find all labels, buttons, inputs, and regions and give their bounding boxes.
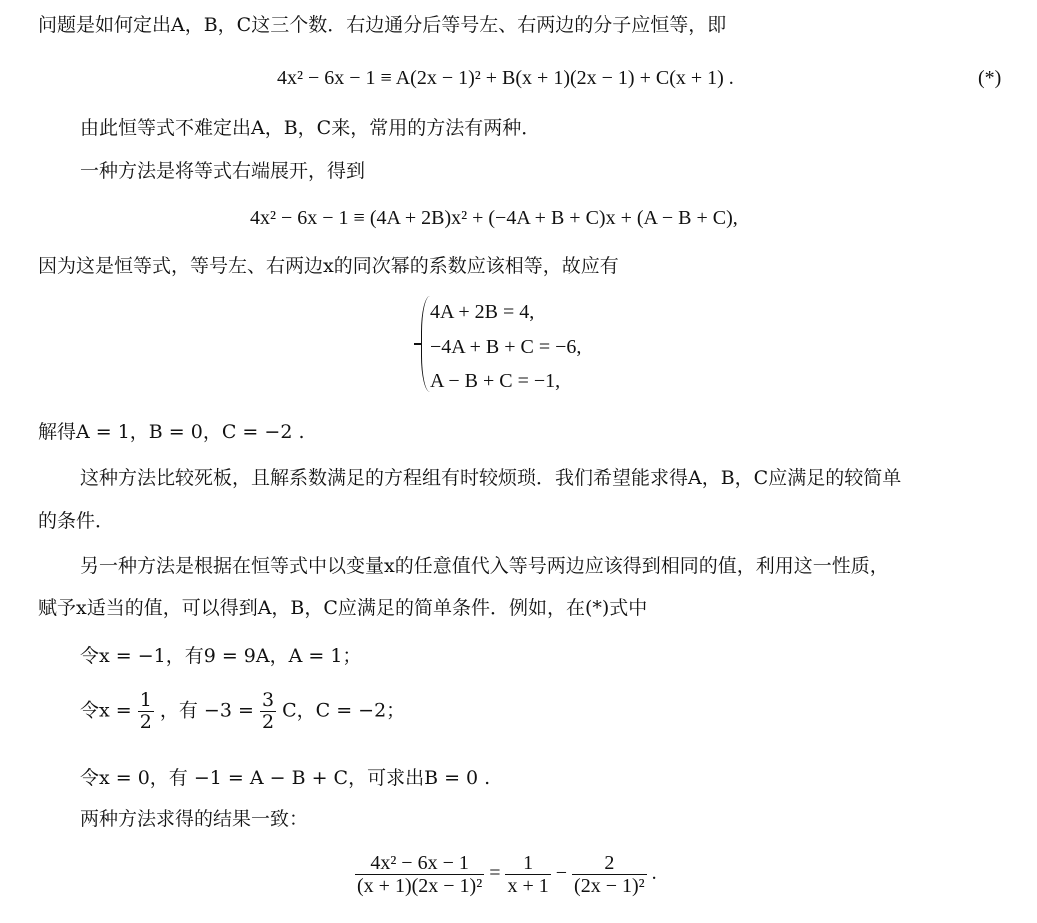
paragraph-line: 另一种方法是根据在恒等式中以变量x的任意值代入等号两边应该得到相同的值，利用这一性质， bbox=[80, 555, 889, 577]
equation-expanded: 4x² − 6x − 1 ≡ (4A + 2B)x² + (−4A + B + C)x + (A − B + C), bbox=[250, 207, 738, 229]
fraction-numerator: 2 bbox=[572, 852, 647, 875]
fraction-numerator: 1 bbox=[139, 689, 152, 711]
fraction bbox=[260, 690, 276, 733]
fraction-numerator: 4x² − 6x − 1 bbox=[355, 852, 484, 875]
case-text: C，C = −2； bbox=[282, 699, 406, 722]
fraction-lhs bbox=[355, 852, 484, 897]
paragraph-line: 两种方法求得的结果一致： bbox=[80, 808, 309, 830]
fraction-numerator: 1 bbox=[505, 852, 550, 875]
fraction bbox=[138, 690, 154, 733]
fraction-rhs-2 bbox=[572, 852, 647, 897]
fraction-denominator: (x + 1)(2x − 1)² bbox=[357, 875, 483, 897]
paragraph-line: 的条件． bbox=[38, 510, 115, 532]
fraction-denominator: x + 1 bbox=[507, 875, 549, 897]
paragraph-line: 因为这是恒等式，等号左、右两边x的同次幂的系数应该相等，故应有 bbox=[38, 255, 619, 277]
paragraph-line: 一种方法是将等式右端展开，得到 bbox=[80, 160, 366, 182]
period: . bbox=[651, 862, 657, 885]
paragraph-line: 由此恒等式不难定出A，B，C来，常用的方法有两种． bbox=[80, 117, 541, 139]
case-line: 令x = −1，有9 = 9A，A = 1； bbox=[80, 645, 362, 667]
system-row: A − B + C = −1, bbox=[430, 370, 561, 392]
fraction-rhs-1 bbox=[505, 852, 550, 897]
paragraph-line: 解得A = 1，B = 0，C = −2 . bbox=[38, 421, 305, 443]
equation-tag: (*) bbox=[978, 67, 1002, 89]
fraction-denominator: 2 bbox=[139, 710, 152, 733]
fraction-numerator: 3 bbox=[261, 689, 275, 711]
left-brace-tip bbox=[414, 343, 422, 345]
case-line: 令x = 0，有 −1 = A − B + C，可求出B = 0 . bbox=[80, 767, 491, 789]
system-row: −4A + B + C = −6, bbox=[430, 336, 582, 358]
paragraph-line: 这种方法比较死板，且解系数满足的方程组有时较烦琐．我们希望能求得A，B，C应满足的较简单 bbox=[80, 467, 902, 489]
minus-sign: − bbox=[555, 862, 568, 885]
case-text: 令x = bbox=[80, 699, 132, 722]
final-equation bbox=[355, 852, 657, 897]
paragraph-line: 赋予x适当的值，可以得到A，B，C应满足的简单条件．例如，在(*)式中 bbox=[38, 597, 648, 619]
paragraph-line: 问题是如何定出A，B，C这三个数．右边通分后等号左、右两边的分子应恒等，即 bbox=[38, 14, 727, 36]
equals-sign: = bbox=[489, 862, 501, 885]
system-row: 4A + 2B = 4, bbox=[430, 301, 535, 323]
equation-identity: 4x² − 6x − 1 ≡ A(2x − 1)² + B(x + 1)(2x − 1) + C(x + 1) . bbox=[277, 67, 734, 89]
case-line-fraction bbox=[80, 690, 405, 733]
left-brace bbox=[421, 296, 430, 392]
fraction-denominator: 2 bbox=[261, 710, 275, 733]
case-text: ，有 −3 = bbox=[159, 699, 254, 722]
fraction-denominator: (2x − 1)² bbox=[574, 875, 645, 897]
